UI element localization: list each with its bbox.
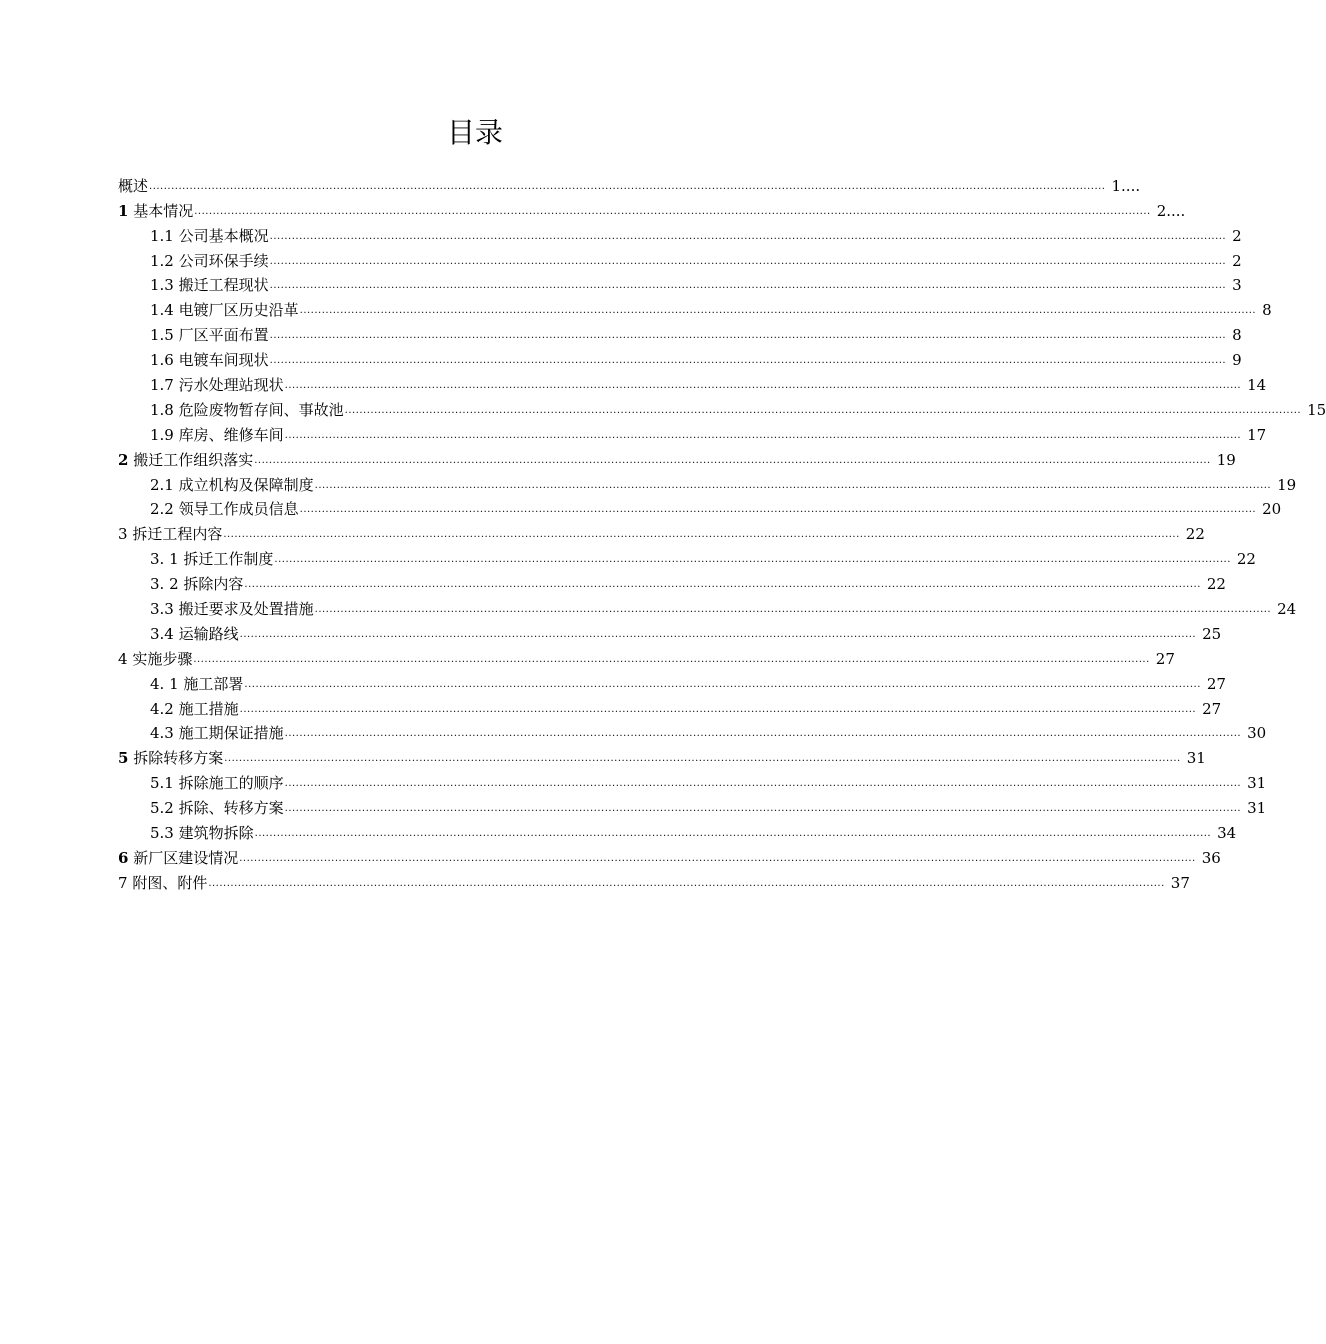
toc-page-number: 24 bbox=[1277, 600, 1297, 619]
toc-entry-label bbox=[150, 574, 244, 594]
toc-entry[interactable] bbox=[118, 470, 1297, 495]
toc-page-number: 22 bbox=[1206, 575, 1226, 594]
toc-entry[interactable] bbox=[118, 719, 1267, 744]
toc-entry-label bbox=[150, 723, 285, 743]
toc-entry-label bbox=[118, 201, 194, 221]
toc-entry-text: 库房、维修车间 bbox=[173, 425, 284, 444]
toc-entry-number: 1 bbox=[118, 201, 129, 220]
toc-entry-label bbox=[150, 699, 240, 719]
toc-leader-dots: .................................................................................................................................................................................................................................................................... bbox=[299, 305, 1257, 317]
toc-entry-label bbox=[150, 773, 285, 793]
toc-entry-text: 电镀车间现状 bbox=[173, 351, 269, 370]
toc-leader-dots: .................................................................................................................................................................................................................................................................... bbox=[239, 628, 1197, 640]
toc-entry-text: 领导工作成员信息 bbox=[173, 500, 299, 519]
toc-entry-label bbox=[118, 748, 224, 768]
toc-leader-dots: .................................................................................................................................................................................................................................................................... bbox=[284, 380, 1242, 392]
toc-entry-number: 2.1 bbox=[150, 475, 174, 494]
toc-leader-dots: .................................................................................................................................................................................................................................................................... bbox=[254, 828, 1212, 840]
toc-entry-label bbox=[150, 674, 244, 694]
toc-entry[interactable] bbox=[118, 818, 1237, 843]
toc-entry-number: 2.2 bbox=[150, 500, 174, 519]
toc-entry-number: 1.4 bbox=[150, 301, 174, 320]
toc-entry-text: 搬迁要求及处置措施 bbox=[173, 600, 314, 619]
toc-entry[interactable] bbox=[118, 544, 1256, 569]
toc-leader-dots: .................................................................................................................................................................................................................................................................... bbox=[193, 653, 1150, 665]
toc-entry[interactable] bbox=[118, 594, 1297, 619]
toc-page-number: 34 bbox=[1217, 824, 1237, 843]
toc-entry[interactable] bbox=[118, 694, 1222, 719]
toc-entry-label bbox=[150, 624, 240, 644]
table-of-contents bbox=[118, 171, 1326, 893]
toc-entry-number: 4.2 bbox=[150, 699, 174, 718]
toc-entry-label bbox=[150, 400, 345, 420]
toc-entry-number: 5.2 bbox=[150, 799, 174, 818]
toc-page-number: 15 bbox=[1307, 400, 1326, 419]
toc-entry-label bbox=[150, 375, 285, 395]
toc-page-number: 1.... bbox=[1111, 176, 1141, 195]
toc-leader-dots: .................................................................................................................................................................................................................................................................... bbox=[274, 554, 1231, 566]
toc-page-number: 27 bbox=[1202, 699, 1222, 718]
toc-leader-dots: .................................................................................................................................................................................................................................................................... bbox=[284, 778, 1242, 790]
toc-page-number: 20 bbox=[1262, 500, 1282, 519]
toc-entry-label bbox=[150, 425, 285, 445]
toc-leader-dots: .................................................................................................................................................................................................................................................................... bbox=[244, 678, 1201, 690]
toc-entry-number: 3. 2 bbox=[150, 575, 179, 594]
toc-leader-dots: .................................................................................................................................................................................................................................................................... bbox=[224, 753, 1181, 765]
toc-entry-number: 2 bbox=[118, 450, 129, 469]
toc-entry-text: 拆迁工作制度 bbox=[178, 550, 274, 569]
toc-entry[interactable] bbox=[118, 619, 1222, 644]
toc-page-number: 31 bbox=[1186, 749, 1206, 768]
toc-leader-dots: .................................................................................................................................................................................................................................................................... bbox=[194, 205, 1151, 217]
toc-entry-label bbox=[118, 649, 193, 669]
toc-entry[interactable] bbox=[118, 768, 1267, 793]
toc-page-number: 2 bbox=[1232, 226, 1242, 245]
toc-page-number: 19 bbox=[1216, 450, 1236, 469]
toc-page-number: 3 bbox=[1232, 276, 1242, 295]
toc-entry-label bbox=[150, 275, 270, 295]
toc-entry-number: 1.8 bbox=[150, 400, 174, 419]
toc-entry-label bbox=[150, 549, 274, 569]
toc-leader-dots: .................................................................................................................................................................................................................................................................... bbox=[254, 454, 1211, 466]
toc-entry-number: 1.3 bbox=[150, 276, 174, 295]
toc-leader-dots: .................................................................................................................................................................................................................................................................... bbox=[244, 579, 1201, 591]
toc-entry-number: 1.7 bbox=[150, 376, 174, 395]
toc-leader-dots: .................................................................................................................................................................................................................................................................... bbox=[344, 404, 1302, 416]
toc-page-number: 31 bbox=[1247, 774, 1267, 793]
toc-leader-dots: .................................................................................................................................................................................................................................................................... bbox=[208, 877, 1165, 889]
toc-entry-label bbox=[150, 599, 315, 619]
toc-page-number: 31 bbox=[1247, 799, 1267, 818]
toc-entry-number: 3. 1 bbox=[150, 550, 179, 569]
toc-entry[interactable] bbox=[118, 345, 1242, 370]
toc-entry-label bbox=[118, 524, 223, 544]
toc-leader-dots: .................................................................................................................................................................................................................................................................... bbox=[269, 255, 1227, 267]
toc-entry-label bbox=[150, 798, 285, 818]
toc-entry-number: 1.2 bbox=[150, 251, 174, 270]
toc-entry-number: 1.5 bbox=[150, 326, 174, 345]
toc-leader-dots: .................................................................................................................................................................................................................................................................... bbox=[149, 180, 1106, 192]
toc-entry-text: 公司基本概况 bbox=[173, 226, 269, 245]
toc-entry-text: 附图、附件 bbox=[127, 873, 208, 892]
toc-entry-number: 4. 1 bbox=[150, 674, 179, 693]
toc-entry-number: 1.9 bbox=[150, 425, 174, 444]
toc-leader-dots: .................................................................................................................................................................................................................................................................... bbox=[223, 529, 1180, 541]
toc-page-number: 9 bbox=[1232, 351, 1242, 370]
toc-entry-number: 4 bbox=[118, 649, 128, 668]
toc-page-number: 22 bbox=[1185, 525, 1205, 544]
toc-entry-number: 6 bbox=[118, 848, 129, 867]
toc-leader-dots: .................................................................................................................................................................................................................................................................... bbox=[269, 230, 1227, 242]
toc-entry[interactable] bbox=[118, 793, 1267, 818]
toc-entry[interactable] bbox=[118, 171, 1141, 196]
toc-leader-dots: .................................................................................................................................................................................................................................................................... bbox=[299, 504, 1257, 516]
toc-entry-label bbox=[150, 226, 270, 246]
toc-entry-text: 拆除转移方案 bbox=[128, 749, 224, 768]
toc-entry[interactable] bbox=[118, 196, 1186, 221]
toc-entry-label bbox=[150, 499, 300, 519]
toc-entry-label bbox=[118, 873, 208, 893]
toc-page-number: 25 bbox=[1202, 624, 1222, 643]
toc-entry[interactable] bbox=[118, 843, 1221, 868]
toc-page-number: 22 bbox=[1236, 550, 1256, 569]
toc-entry-text: 基本情况 bbox=[128, 201, 194, 220]
toc-entry[interactable] bbox=[118, 868, 1190, 893]
toc-leader-dots: .................................................................................................................................................................................................................................................................... bbox=[284, 429, 1242, 441]
toc-entry[interactable] bbox=[118, 370, 1267, 395]
toc-page-number: 2 bbox=[1232, 251, 1242, 270]
toc-entry-text: 公司环保手续 bbox=[173, 251, 269, 270]
toc-entry-text: 施工部署 bbox=[178, 674, 244, 693]
toc-leader-dots: .................................................................................................................................................................................................................................................................... bbox=[269, 355, 1227, 367]
toc-entry-number: 1.6 bbox=[150, 351, 174, 370]
toc-entry-text: 运输路线 bbox=[173, 624, 239, 643]
toc-entry[interactable] bbox=[118, 295, 1272, 320]
toc-page-number: 27 bbox=[1206, 674, 1226, 693]
toc-leader-dots: .................................................................................................................................................................................................................................................................... bbox=[269, 330, 1227, 342]
toc-entry[interactable] bbox=[118, 569, 1226, 594]
toc-entry-text: 电镀厂区历史沿革 bbox=[173, 301, 299, 320]
page-title: 目录 bbox=[446, 116, 503, 149]
toc-entry-text: 施工期保证措施 bbox=[173, 724, 284, 743]
toc-leader-dots: .................................................................................................................................................................................................................................................................... bbox=[314, 479, 1272, 491]
toc-page-number: 27 bbox=[1155, 649, 1175, 668]
toc-entry[interactable] bbox=[118, 644, 1175, 669]
toc-entry-text: 拆迁工程内容 bbox=[127, 525, 223, 544]
toc-entry-text: 概述 bbox=[118, 176, 149, 195]
toc-entry-number: 3.3 bbox=[150, 600, 174, 619]
toc-entry-text: 施工措施 bbox=[173, 699, 239, 718]
toc-entry-text: 拆除内容 bbox=[178, 575, 244, 594]
toc-entry[interactable] bbox=[118, 495, 1282, 520]
toc-page-number: 14 bbox=[1247, 376, 1267, 395]
toc-page-number: 8 bbox=[1232, 326, 1242, 345]
toc-entry-label bbox=[150, 475, 315, 495]
toc-entry-number: 5.1 bbox=[150, 774, 174, 793]
toc-entry-label bbox=[150, 251, 270, 271]
toc-page-number: 8 bbox=[1262, 301, 1272, 320]
toc-entry[interactable] bbox=[118, 271, 1242, 296]
toc-entry-text: 搬迁工作组织落实 bbox=[128, 450, 254, 469]
toc-entry-text: 成立机构及保障制度 bbox=[173, 475, 314, 494]
toc-entry[interactable] bbox=[118, 519, 1205, 544]
toc-leader-dots: .................................................................................................................................................................................................................................................................... bbox=[269, 280, 1227, 292]
toc-entry[interactable] bbox=[118, 420, 1267, 445]
toc-page-number: 19 bbox=[1277, 475, 1297, 494]
toc-entry-label bbox=[118, 176, 149, 196]
toc-entry-text: 搬迁工程现状 bbox=[173, 276, 269, 295]
toc-entry-number: 1.1 bbox=[150, 226, 174, 245]
toc-entry[interactable] bbox=[118, 320, 1242, 345]
toc-entry-label bbox=[150, 300, 300, 320]
toc-entry[interactable] bbox=[118, 395, 1326, 420]
toc-entry-number: 7 bbox=[118, 873, 128, 892]
toc-leader-dots: .................................................................................................................................................................................................................................................................... bbox=[284, 803, 1242, 815]
toc-entry-number: 5.3 bbox=[150, 824, 174, 843]
toc-entry-text: 污水处理站现状 bbox=[173, 376, 284, 395]
toc-page-number: 2.... bbox=[1156, 201, 1186, 220]
toc-entry-label bbox=[150, 823, 255, 843]
toc-entry-text: 危险废物暂存间、事故池 bbox=[173, 400, 344, 419]
toc-entry-text: 厂区平面布置 bbox=[173, 326, 269, 345]
toc-entry-text: 建筑物拆除 bbox=[173, 824, 254, 843]
toc-leader-dots: .................................................................................................................................................................................................................................................................... bbox=[239, 703, 1197, 715]
toc-entry[interactable] bbox=[118, 445, 1236, 470]
toc-entry-number: 5 bbox=[118, 749, 129, 768]
toc-entry-number: 4.3 bbox=[150, 724, 174, 743]
toc-entry-text: 拆除施工的顺序 bbox=[173, 774, 284, 793]
toc-entry-number: 3.4 bbox=[150, 624, 174, 643]
toc-entry[interactable] bbox=[118, 669, 1226, 694]
toc-page-number: 37 bbox=[1170, 873, 1190, 892]
toc-entry-number: 3 bbox=[118, 525, 128, 544]
toc-entry-label bbox=[118, 848, 239, 868]
toc-entry-text: 实施步骤 bbox=[127, 649, 193, 668]
toc-leader-dots: .................................................................................................................................................................................................................................................................... bbox=[284, 728, 1242, 740]
toc-page-number: 30 bbox=[1247, 724, 1267, 743]
toc-entry-label bbox=[150, 325, 270, 345]
toc-entry[interactable] bbox=[118, 246, 1242, 271]
toc-entry-text: 新厂区建设情况 bbox=[128, 848, 239, 867]
toc-leader-dots: .................................................................................................................................................................................................................................................................... bbox=[239, 852, 1196, 864]
toc-entry-label bbox=[150, 350, 270, 370]
toc-entry-label bbox=[118, 450, 254, 470]
toc-page-number: 17 bbox=[1247, 425, 1267, 444]
toc-entry-text: 拆除、转移方案 bbox=[173, 799, 284, 818]
toc-entry[interactable] bbox=[118, 743, 1206, 768]
toc-entry[interactable] bbox=[118, 221, 1242, 246]
toc-page-number: 36 bbox=[1201, 848, 1221, 867]
toc-leader-dots: .................................................................................................................................................................................................................................................................... bbox=[314, 604, 1272, 616]
